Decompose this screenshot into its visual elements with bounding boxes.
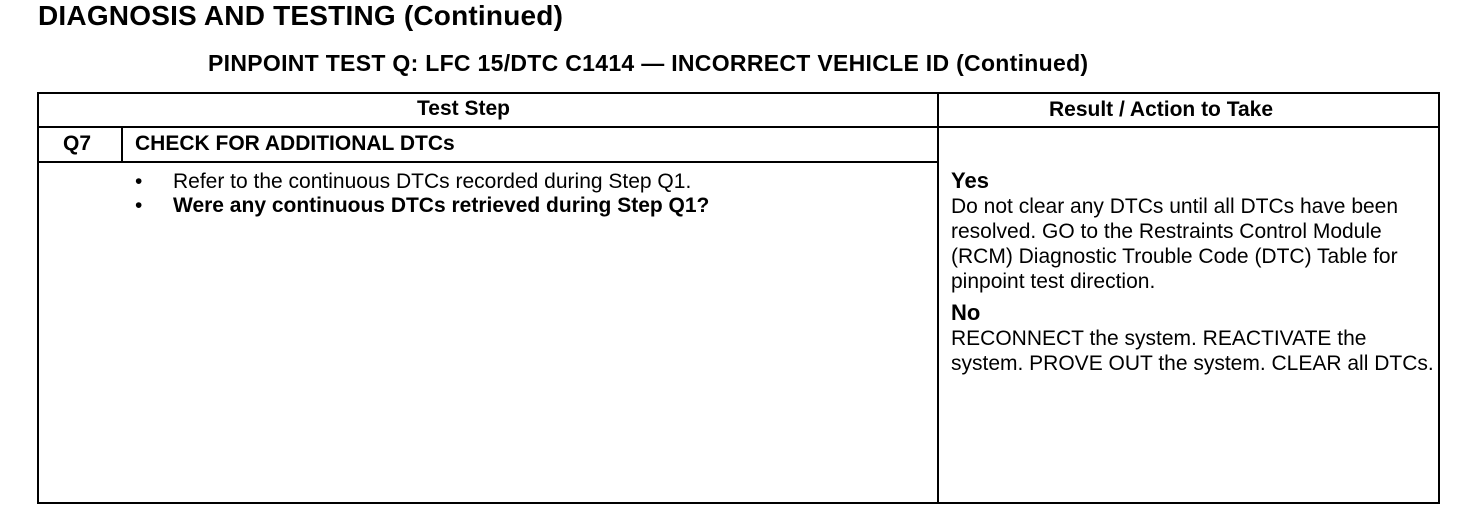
step-question bbox=[135, 194, 709, 218]
question-text: Were any continuous DTCs retrieved during Step Q1? bbox=[173, 194, 710, 217]
step-id: Q7 bbox=[63, 132, 92, 155]
instruction-text: Refer to the continuous DTCs recorded during Step Q1. bbox=[173, 170, 692, 193]
header-divider bbox=[39, 126, 1440, 128]
column-header-result-action: Result / Action to Take bbox=[1049, 98, 1274, 121]
result-no-label: No bbox=[951, 300, 981, 325]
result-actions bbox=[951, 168, 1441, 382]
step-instructions bbox=[135, 170, 709, 218]
bullet-symbol: • bbox=[135, 194, 143, 217]
step-title-divider bbox=[39, 161, 937, 163]
result-yes-action: Do not clear any DTCs until all DTCs have been resolved. GO to the Restraints Control Module (RCM) Diagnostic Trouble Code (DTC) Table for pinpoint test direction. bbox=[951, 195, 1399, 293]
section-title: DIAGNOSIS AND TESTING (Continued) bbox=[38, 0, 564, 31]
column-divider bbox=[937, 94, 939, 504]
column-header-test-step: Test Step bbox=[417, 97, 510, 120]
step-id-divider bbox=[121, 128, 123, 162]
bullet-symbol: • bbox=[135, 170, 143, 193]
step-title: CHECK FOR ADDITIONAL DTCs bbox=[135, 132, 455, 155]
step-instruction bbox=[135, 170, 709, 194]
result-yes-label: Yes bbox=[951, 168, 989, 193]
pinpoint-test-title: PINPOINT TEST Q: LFC 15/DTC C1414 — INCORRECT VEHICLE ID (Continued) bbox=[208, 50, 1089, 76]
pinpoint-test-table bbox=[37, 92, 1440, 504]
result-no-action: RECONNECT the system. REACTIVATE the system. PROVE OUT the system. CLEAR all DTCs. bbox=[951, 327, 1434, 375]
